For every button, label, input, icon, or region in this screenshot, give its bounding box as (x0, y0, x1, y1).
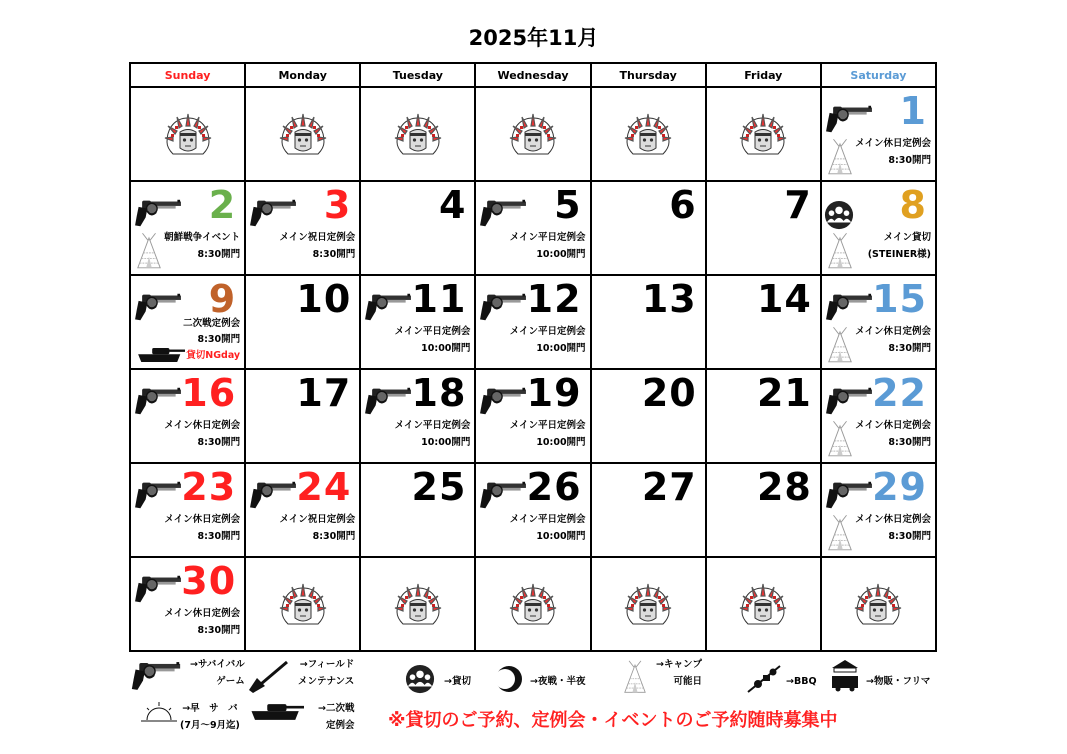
event-title: メイン休日定例会 (164, 608, 241, 619)
headdress-icon (278, 112, 328, 156)
revolver-icon (478, 292, 528, 322)
week-row (130, 275, 936, 369)
day-number: 7 (784, 183, 812, 227)
event-time: 8:30開門 (197, 334, 241, 345)
event-title: メイン祝日定例会 (279, 232, 356, 243)
event-time: 8:30開門 (888, 343, 931, 354)
day-number: 4 (438, 183, 467, 227)
headdress-icon (163, 112, 213, 156)
day-cell-10[interactable] (245, 275, 360, 369)
headdress-icon (508, 582, 558, 626)
revolver-icon (363, 292, 413, 322)
event-time: 10:00開門 (536, 343, 586, 354)
day-cell-2[interactable] (130, 181, 245, 275)
day-cell-14[interactable] (706, 275, 821, 369)
day-cell-4[interactable] (360, 181, 475, 275)
day-number: 18 (411, 371, 467, 415)
legend-second (318, 700, 354, 734)
day-number: 22 (872, 371, 927, 415)
day-number: 24 (296, 465, 352, 509)
event-time: 8:30開門 (197, 625, 241, 636)
teepee-icon (826, 232, 854, 270)
revolver-icon (824, 480, 874, 510)
event-time: 8:30開門 (888, 531, 931, 542)
day-number: 12 (526, 277, 582, 321)
event-title: メイン休日定例会 (855, 514, 931, 525)
day-cell-19[interactable] (475, 369, 590, 463)
event-time: 10:00開門 (536, 249, 586, 260)
day-cell-11[interactable] (360, 275, 475, 369)
week-row (130, 369, 936, 463)
headdress-icon (623, 582, 673, 626)
weekday-wednesday: Wednesday (475, 63, 590, 87)
legend-night: →夜戦・半夜 (530, 676, 586, 687)
empty-cell (130, 87, 245, 181)
revolver-icon (478, 198, 528, 228)
event-time: 8:30開門 (312, 249, 356, 260)
day-cell-24[interactable] (245, 463, 360, 557)
event-title: メイン休日定例会 (855, 326, 931, 337)
event-time: 10:00開門 (421, 343, 471, 354)
empty-cell (591, 557, 706, 651)
revolver-icon (248, 480, 298, 510)
headdress-icon (738, 112, 788, 156)
day-number: 27 (641, 465, 697, 509)
day-number: 13 (641, 277, 697, 321)
day-number: 26 (526, 465, 582, 509)
event-time: 10:00開門 (536, 437, 586, 448)
revolver-icon (478, 480, 528, 510)
day-number: 5 (554, 183, 582, 227)
day-cell-23[interactable] (130, 463, 245, 557)
event-title: 二次戦定例会 (183, 318, 241, 329)
revolver-icon (133, 198, 183, 228)
legend-camp (656, 656, 702, 690)
revolver-icon (133, 480, 183, 510)
headdress-icon (738, 582, 788, 626)
teepee-icon (826, 326, 854, 364)
weekday-monday: Monday (245, 63, 360, 87)
day-cell-7[interactable] (706, 181, 821, 275)
empty-cell (475, 557, 590, 651)
day-number: 25 (411, 465, 467, 509)
event-title: メイン平日定例会 (394, 326, 471, 337)
day-number: 14 (756, 277, 812, 321)
revolver-icon (248, 198, 298, 228)
empty-cell (245, 557, 360, 651)
day-number: 21 (756, 371, 812, 415)
day-number: 23 (181, 465, 237, 509)
day-cell-16[interactable] (130, 369, 245, 463)
weekday-friday: Friday (706, 63, 821, 87)
week-row (130, 463, 936, 557)
day-cell-5[interactable] (475, 181, 590, 275)
legend-survival-label: →サバイバル (190, 659, 245, 670)
weekday-sunday: Sunday (130, 63, 245, 87)
day-cell-9[interactable] (130, 275, 245, 369)
day-number: 19 (526, 371, 582, 415)
event-time: 8:30開門 (197, 437, 241, 448)
event-title: メイン休日定例会 (164, 514, 241, 525)
day-cell-6[interactable] (591, 181, 706, 275)
day-number: 2 (208, 183, 237, 227)
day-cell-20[interactable] (591, 369, 706, 463)
event-time: 8:30開門 (888, 437, 931, 448)
revolver-icon (133, 292, 183, 322)
headdress-icon (853, 582, 903, 626)
headdress-icon (278, 582, 328, 626)
teepee-icon (135, 232, 163, 270)
day-number: 15 (872, 277, 927, 321)
empty-cell (591, 87, 706, 181)
tank-icon (248, 702, 304, 722)
legend-survival-label2: ゲーム (216, 676, 245, 687)
teepee-icon (826, 420, 854, 458)
day-cell-27[interactable] (591, 463, 706, 557)
legend-camp-label: →キャンプ (656, 659, 702, 670)
event-time: 8:30開門 (888, 155, 931, 166)
weekday-header-row (130, 63, 936, 87)
legend-early (180, 700, 240, 734)
day-number: 29 (872, 465, 927, 509)
day-number: 11 (411, 277, 467, 321)
day-number: 6 (669, 183, 697, 227)
weekday-saturday: Saturday (821, 63, 936, 87)
teepee-icon (622, 660, 648, 694)
event-title: メイン平日定例会 (509, 232, 586, 243)
day-number: 28 (756, 465, 812, 509)
day-number: 3 (323, 183, 352, 227)
week-row (130, 557, 936, 651)
day-cell-30[interactable] (130, 557, 245, 651)
event-title: メイン祝日定例会 (279, 514, 356, 525)
day-cell-21[interactable] (706, 369, 821, 463)
day-cell-18[interactable] (360, 369, 475, 463)
event-title: メイン平日定例会 (509, 420, 586, 431)
event-title: メイン休日定例会 (164, 420, 241, 431)
day-cell-26[interactable] (475, 463, 590, 557)
legend-camp-label2: 可能日 (673, 676, 702, 687)
day-cell-13[interactable] (591, 275, 706, 369)
weekday-thursday: Thursday (591, 63, 706, 87)
empty-cell (821, 557, 936, 651)
event-title: メイン平日定例会 (509, 326, 586, 337)
empty-cell (475, 87, 590, 181)
event-title: メイン休日定例会 (855, 420, 931, 431)
legend-early-label: →早 サ バ (182, 703, 238, 714)
event-note: (STEINER様) (867, 249, 931, 260)
event-title: メイン休日定例会 (855, 138, 931, 149)
day-number: 10 (296, 277, 352, 321)
day-number: 20 (641, 371, 697, 415)
tank-icon (135, 346, 185, 364)
headdress-icon (508, 112, 558, 156)
day-number: 9 (208, 277, 237, 321)
reservation-notice: ※貸切のご予約、定例会・イベントのご予約随時募集中 (388, 710, 838, 731)
day-cell-28[interactable] (706, 463, 821, 557)
bbq-icon (746, 664, 782, 694)
revolver-icon (824, 104, 874, 134)
week-row (130, 181, 936, 275)
calendar-grid (129, 62, 937, 652)
week-row (130, 87, 936, 181)
empty-cell (706, 557, 821, 651)
day-number: 17 (296, 371, 352, 415)
legend-market: →物販・フリマ (866, 676, 931, 687)
group-icon (824, 200, 854, 230)
moon-icon (494, 664, 524, 694)
event-time: 10:00開門 (536, 531, 586, 542)
revolver-icon (363, 386, 413, 416)
legend-survival (190, 656, 245, 690)
revolver-icon (133, 574, 183, 604)
day-cell-3[interactable] (245, 181, 360, 275)
day-number: 16 (181, 371, 237, 415)
headdress-icon (393, 112, 443, 156)
sunrise-icon (139, 700, 179, 724)
legend-second-label2: 定例会 (325, 720, 355, 731)
legend-early-label2: (7月〜9月迄) (180, 720, 240, 731)
legend-second-label: →二次戦 (318, 703, 355, 714)
empty-cell (360, 87, 475, 181)
event-title: 朝鮮戦争イベント (164, 232, 241, 243)
teepee-icon (826, 138, 854, 176)
ng-day-label: 貸切NGday (186, 350, 241, 361)
day-number: 30 (181, 559, 237, 603)
day-number: 8 (899, 183, 927, 227)
event-title: メイン平日定例会 (509, 514, 586, 525)
teepee-icon (826, 514, 854, 552)
day-cell-1[interactable] (821, 87, 936, 181)
event-time: 10:00開門 (421, 437, 471, 448)
event-title: メイン貸切 (883, 232, 931, 243)
empty-cell (706, 87, 821, 181)
empty-cell (360, 557, 475, 651)
legend-maintenance (298, 656, 354, 690)
day-cell-22[interactable] (821, 369, 936, 463)
revolver-icon (824, 386, 874, 416)
day-cell-25[interactable] (360, 463, 475, 557)
day-cell-15[interactable] (821, 275, 936, 369)
group-icon (405, 664, 435, 694)
event-time: 8:30開門 (312, 531, 356, 542)
revolver-icon (478, 386, 528, 416)
page-title: 2025年11月 (468, 26, 599, 50)
event-time: 8:30開門 (197, 531, 241, 542)
legend-maintenance-label2: メンテナンス (298, 676, 355, 687)
event-time: 8:30開門 (197, 249, 241, 260)
legend-maintenance-label: →フィールド (299, 659, 355, 670)
empty-cell (245, 87, 360, 181)
headdress-icon (623, 112, 673, 156)
stall-icon (828, 658, 862, 692)
revolver-icon (133, 386, 183, 416)
event-title: メイン平日定例会 (394, 420, 471, 431)
legend-bbq: →BBQ (786, 676, 817, 687)
revolver-icon (824, 292, 874, 322)
day-cell-8[interactable] (821, 181, 936, 275)
weekday-tuesday: Tuesday (360, 63, 475, 87)
day-cell-17[interactable] (245, 369, 360, 463)
legend-charter: →貸切 (444, 676, 471, 687)
day-cell-12[interactable] (475, 275, 590, 369)
day-cell-29[interactable] (821, 463, 936, 557)
revolver-icon (130, 660, 182, 692)
day-number: 1 (899, 89, 927, 133)
headdress-icon (393, 582, 443, 626)
shovel-icon (247, 660, 291, 694)
